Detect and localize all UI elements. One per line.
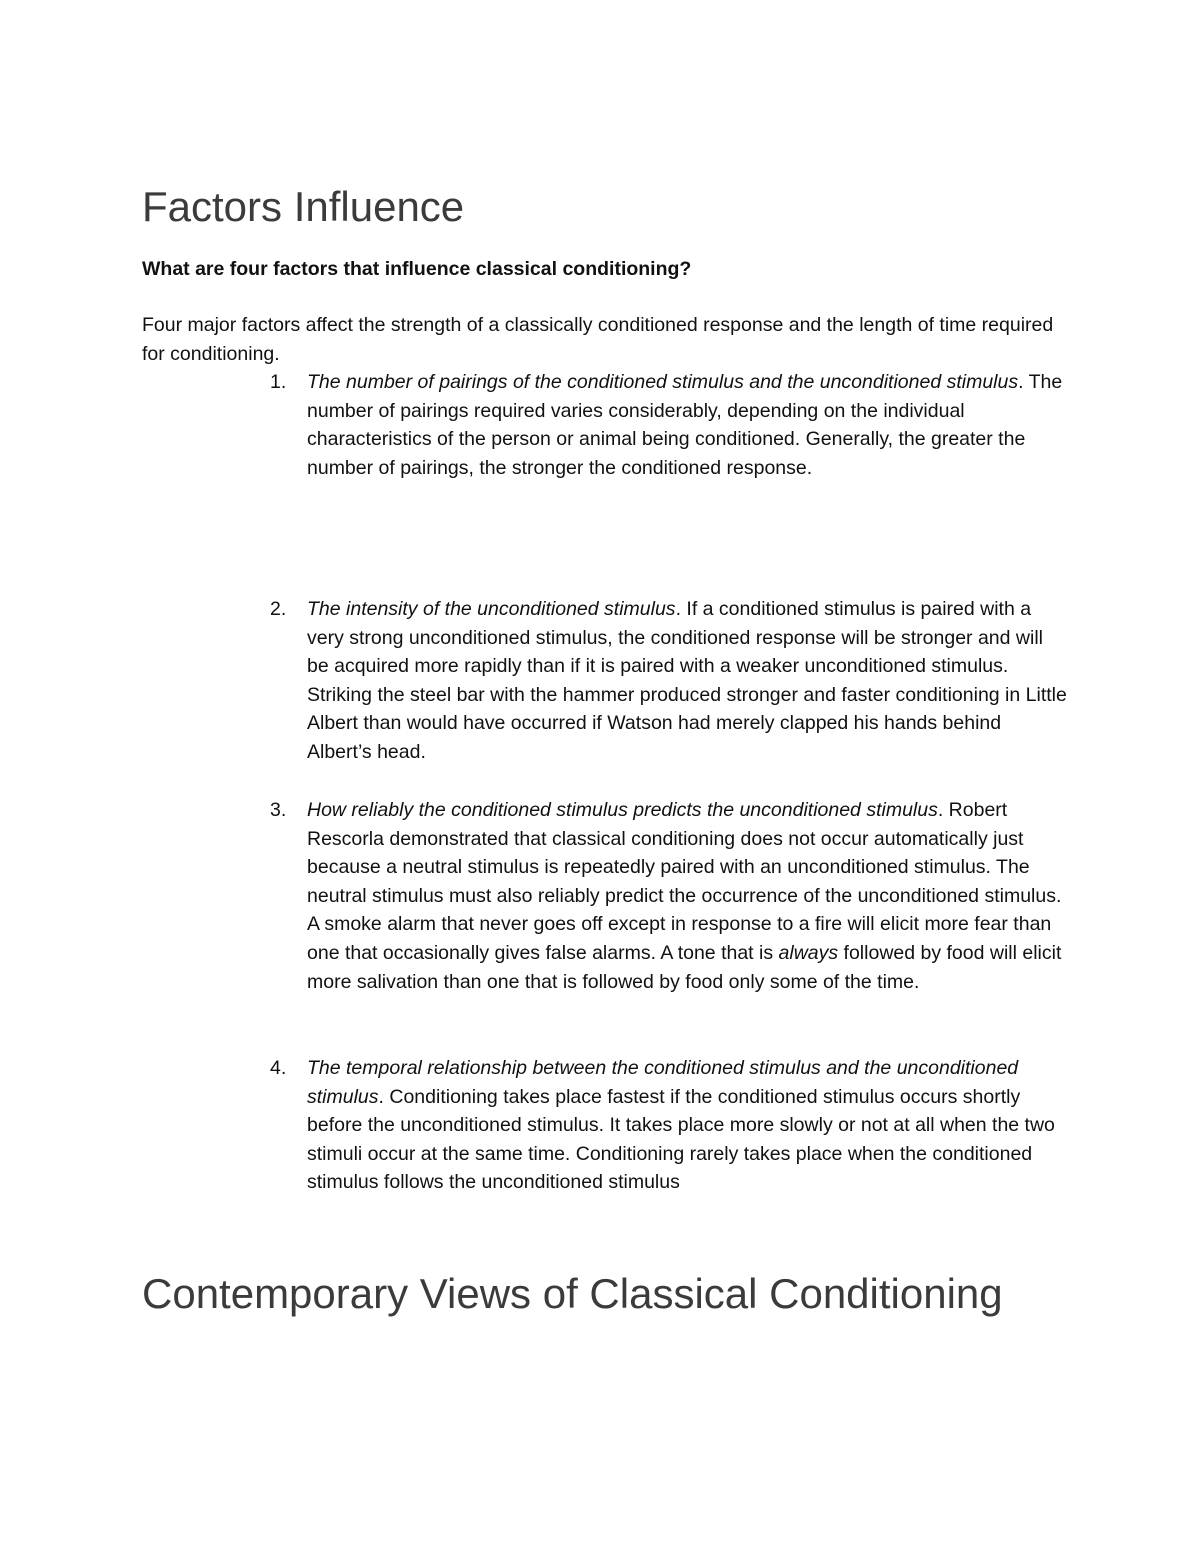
intro-paragraph: Four major factors affect the strength of a classically conditioned response and the length of time required for conditioning. (142, 314, 1054, 365)
list-item-text: . Conditioning takes place fastest if the conditioned stimulus occurs shortly before the unconditioned stimulus. It takes place more slowly or not at all when the two stimuli occur at the same time. Conditioning rarely takes place when the conditioned stimulus follows the unconditioned stimulus (307, 1085, 1055, 1194)
list-item (270, 595, 1070, 767)
list-number: 1. (270, 371, 287, 393)
list-number: 3. (270, 799, 287, 821)
heading-contemporary-views: Contemporary Views of Classical Conditioning (142, 1270, 1003, 1317)
list-item-text: . The number of pairings required varies considerably, depending on the individual characteristics of the person or animal being conditioned. Generally, the greater the number of pairings, the stronger the conditioned response. (307, 371, 1063, 479)
list-item (270, 1054, 1070, 1197)
list-item-text: . If a conditioned stimulus is paired with a very strong unconditioned stimulus, the conditioned response will be stronger and will be acquired more rapidly than if it is paired with a weaker unconditioned stimulus. Striking the steel bar with the hammer produced stronger and faster conditioning in Little Albert than would have occurred if Watson had merely clapped his hands behind Albert’s head. (307, 598, 1067, 763)
list-item-lead: The intensity of the unconditioned stimulus (307, 598, 676, 620)
list-item-lead: The number of pairings of the conditioned stimulus and the unconditioned stimulus (307, 371, 1019, 393)
list-number: 2. (270, 598, 287, 620)
list-item-lead: How reliably the conditioned stimulus predicts the unconditioned stimulus (307, 799, 938, 821)
list-item (270, 796, 1070, 996)
list-item-text: . Robert Rescorla demonstrated that classical conditioning does not occur automatically just because a neutral stimulus is repeatedly paired with an unconditioned stimulus. The neutral stimulus must also reliably predict the occurrence of the unconditioned stimulus. A smoke alarm that never goes off except in response to a fire will elicit more fear than one that occasionally gives false alarms. A tone that is (307, 799, 1062, 964)
question-text: What are four factors that influence classical conditioning? (142, 258, 692, 280)
list-item (270, 368, 1070, 482)
list-item-text-end: followed by food will elicit more salivation than one that is followed by food only some of the time. (307, 941, 1062, 993)
list-number: 4. (270, 1057, 287, 1079)
heading-factors-influence: Factors Influence (142, 183, 465, 230)
list-item-emphasis: always (778, 941, 839, 964)
list-item-lead: The temporal relationship between the conditioned stimulus and the unconditioned stimulus (307, 1057, 1019, 1108)
